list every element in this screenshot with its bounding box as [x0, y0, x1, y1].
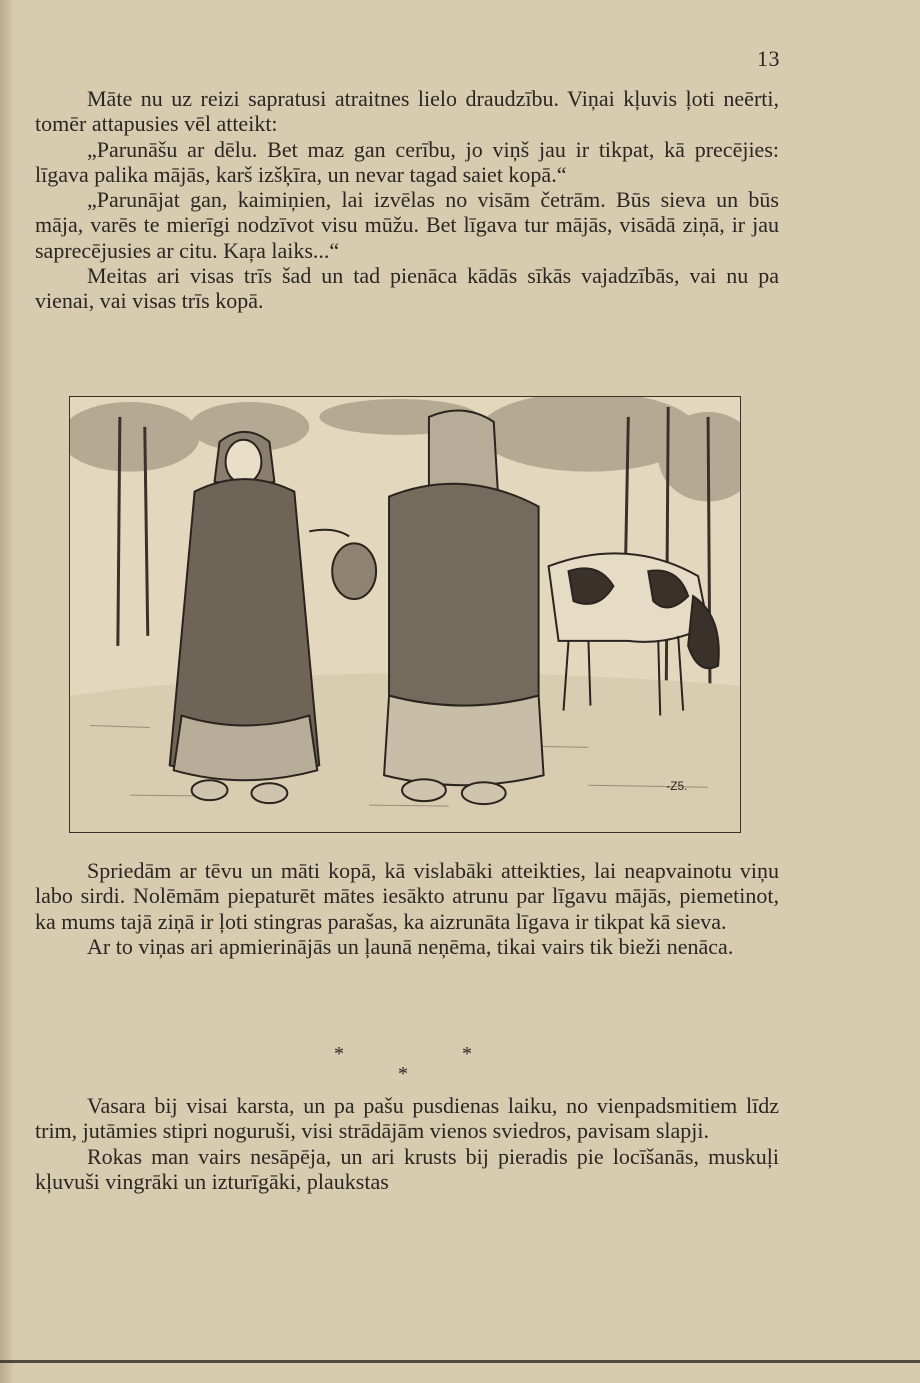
page-number: 13	[757, 46, 780, 71]
illustration	[69, 396, 741, 833]
paragraph: Māte nu uz reizi sapratusi atraitnes lielo draudzību. Viņai kļuvis ļoti neērti, tomēr attapusies vēl atteikt:	[35, 86, 779, 137]
separator-asterisk: *	[462, 1043, 472, 1065]
separator-asterisk: *	[334, 1043, 344, 1065]
paragraph: Vasara bij visai karsta, un pa pašu pusdienas laiku, no vienpadsmitiem līdz trim, jutāmies stipri noguruši, visi strādājām vienos sviedros, pavisam slapji.	[35, 1093, 779, 1144]
separator-asterisk: *	[398, 1063, 408, 1085]
bottom-text-block	[35, 1093, 779, 1194]
paragraph: „Parunājat gan, kaimiņien, lai izvēlas no visām četrām. Būs sieva un būs māja, varēs te mierīgi nodzīvot visu mūžu. Bet līgava tur mājās, visādā ziņā, ir jau saprecējusies ar citu. Kaŗa laiks...“	[35, 187, 779, 263]
paragraph: Ar to viņas ari apmierinājās un ļaunā neņēma, tikai vairs tik bieži nenāca.	[87, 933, 734, 959]
paragraph: Rokas man vairs nesāpēja, un ari krusts bij pieradis pie locīšanās, muskuļi kļuvuši vingrāki un izturīgāki, plaukstas	[35, 1143, 779, 1194]
middle-text-block	[35, 858, 779, 959]
paragraph: „Parunāšu ar dēlu. Bet maz gan cerību, jo viņš jau ir tikpat, kā precējies: līgava palika mājās, karš izšķīra, un nevar tagad saiet kopā.“	[35, 136, 779, 187]
illustration-signature: -Z5.	[666, 779, 688, 794]
page-binding-edge	[0, 0, 14, 1383]
two-women-and-cow-illustration-icon	[70, 397, 740, 832]
page-bottom-rule	[0, 1360, 920, 1363]
paragraph: Meitas ari visas trīs šad un tad pienāca kādās sīkās vajadzībās, vai nu pa vienai, vai visas trīs kopā.	[35, 263, 779, 314]
section-separator	[320, 1043, 490, 1083]
top-text-block	[35, 86, 779, 314]
paragraph: Spriedām ar tēvu un māti kopā, kā vislabāki atteikties, lai neapvainotu viņu labo sirdi. Nolēmām piepaturēt mātes iesākto atrunu par līgavu mājās, piemetinot, ka mums tajā ziņā ir ļoti stingras parašas, ka aizrunāta līgava ir tikpat kā sieva.	[35, 858, 779, 934]
